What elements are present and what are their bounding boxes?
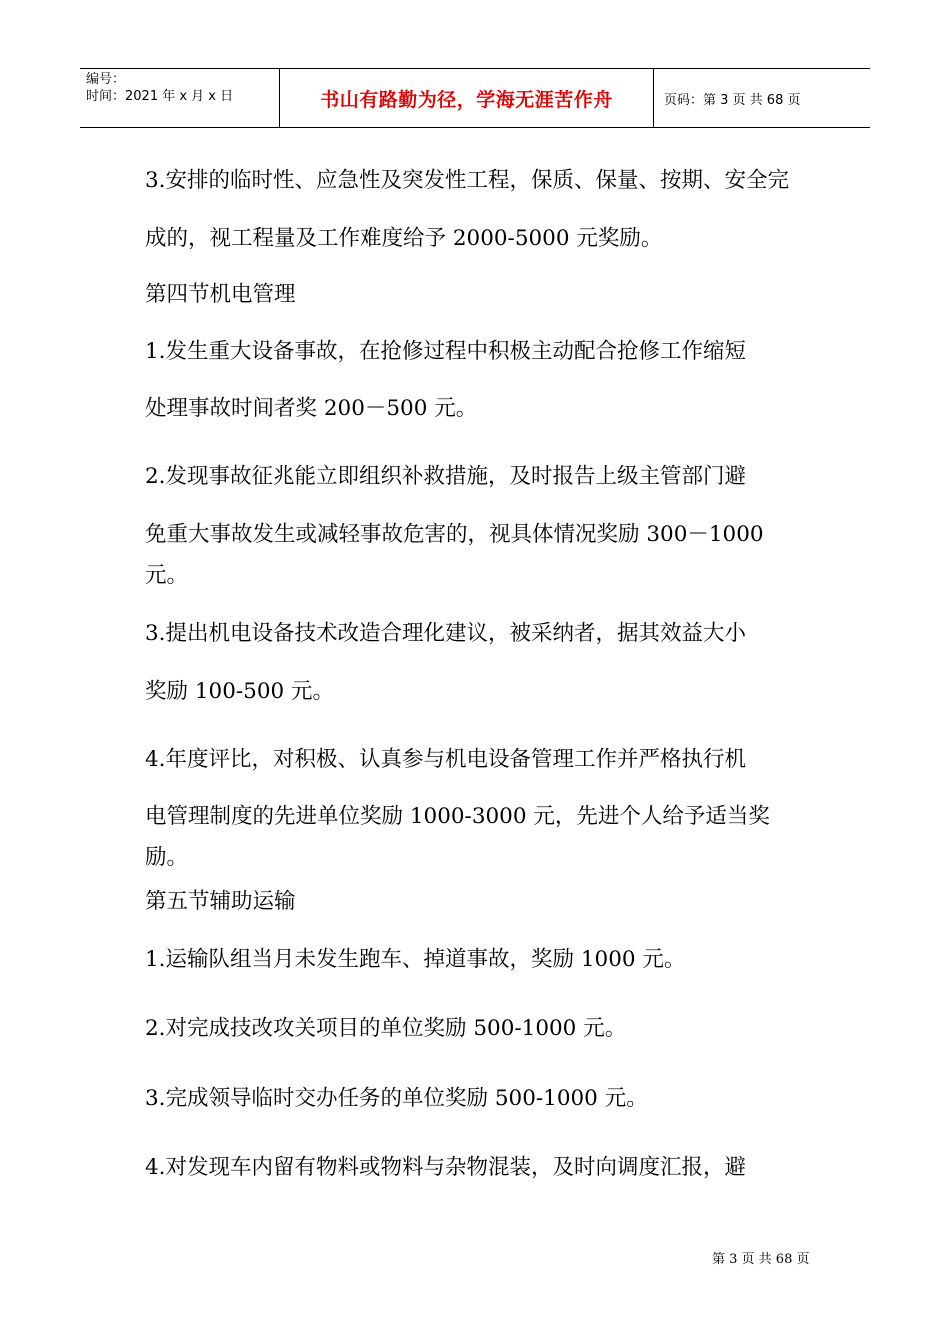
section-heading: 第五节辅助运输: [145, 889, 296, 914]
paragraph-line: 奖励 100-500 元。: [145, 679, 335, 704]
paragraph-line: 2.对完成技改攻关项目的单位奖励 500-1000 元。: [145, 1016, 627, 1041]
paragraph-line: 处理事故时间者奖 200－500 元。: [145, 396, 478, 421]
paragraph-line: 3.提出机电设备技术改造合理化建议，被采纳者，据其效益大小: [145, 621, 747, 646]
paragraph-line: 1.发生重大设备事故，在抢修过程中积极主动配合抢修工作缩短: [145, 339, 747, 364]
page-header: [80, 68, 870, 128]
paragraph-line: 免重大事故发生或减轻事故危害的，视具体情况奖励 300－1000: [145, 522, 764, 547]
header-meta: [80, 69, 280, 127]
document-date: 时间：2021 年 x 月 x 日: [86, 89, 234, 104]
paragraph-line: 电管理制度的先进单位奖励 1000-3000 元，先进个人给予适当奖: [145, 804, 770, 829]
paragraph-line: 3.安排的临时性、应急性及突发性工程，保质、保量、按期、安全完: [145, 168, 790, 193]
section-heading: 第四节机电管理: [145, 282, 296, 307]
header-motto: 书山有路勤为径，学海无涯苦作舟: [280, 69, 654, 127]
paragraph-line: 4.年度评比，对积极、认真参与机电设备管理工作并严格执行机: [145, 747, 747, 772]
paragraph-line: 元。: [145, 563, 189, 588]
paragraph-line: 励。: [145, 845, 189, 870]
paragraph-line: 1.运输队组当月未发生跑车、掉道事故，奖励 1000 元。: [145, 947, 686, 972]
page-footer: 第 3 页 共 68 页: [712, 1252, 810, 1267]
paragraph-line: 3.完成领导临时交办任务的单位奖励 500-1000 元。: [145, 1086, 648, 1111]
paragraph-line: 4.对发现车内留有物料或物料与杂物混装，及时向调度汇报，避: [145, 1155, 747, 1180]
header-page-number: 页码：第 3 页 共 68 页: [664, 92, 801, 108]
paragraph-line: 2.发现事故征兆能立即组织补救措施，及时报告上级主管部门避: [145, 464, 747, 489]
paragraph-line: 成的，视工程量及工作难度给予 2000-5000 元奖励。: [145, 226, 663, 251]
document-number: 编号：: [86, 72, 126, 87]
